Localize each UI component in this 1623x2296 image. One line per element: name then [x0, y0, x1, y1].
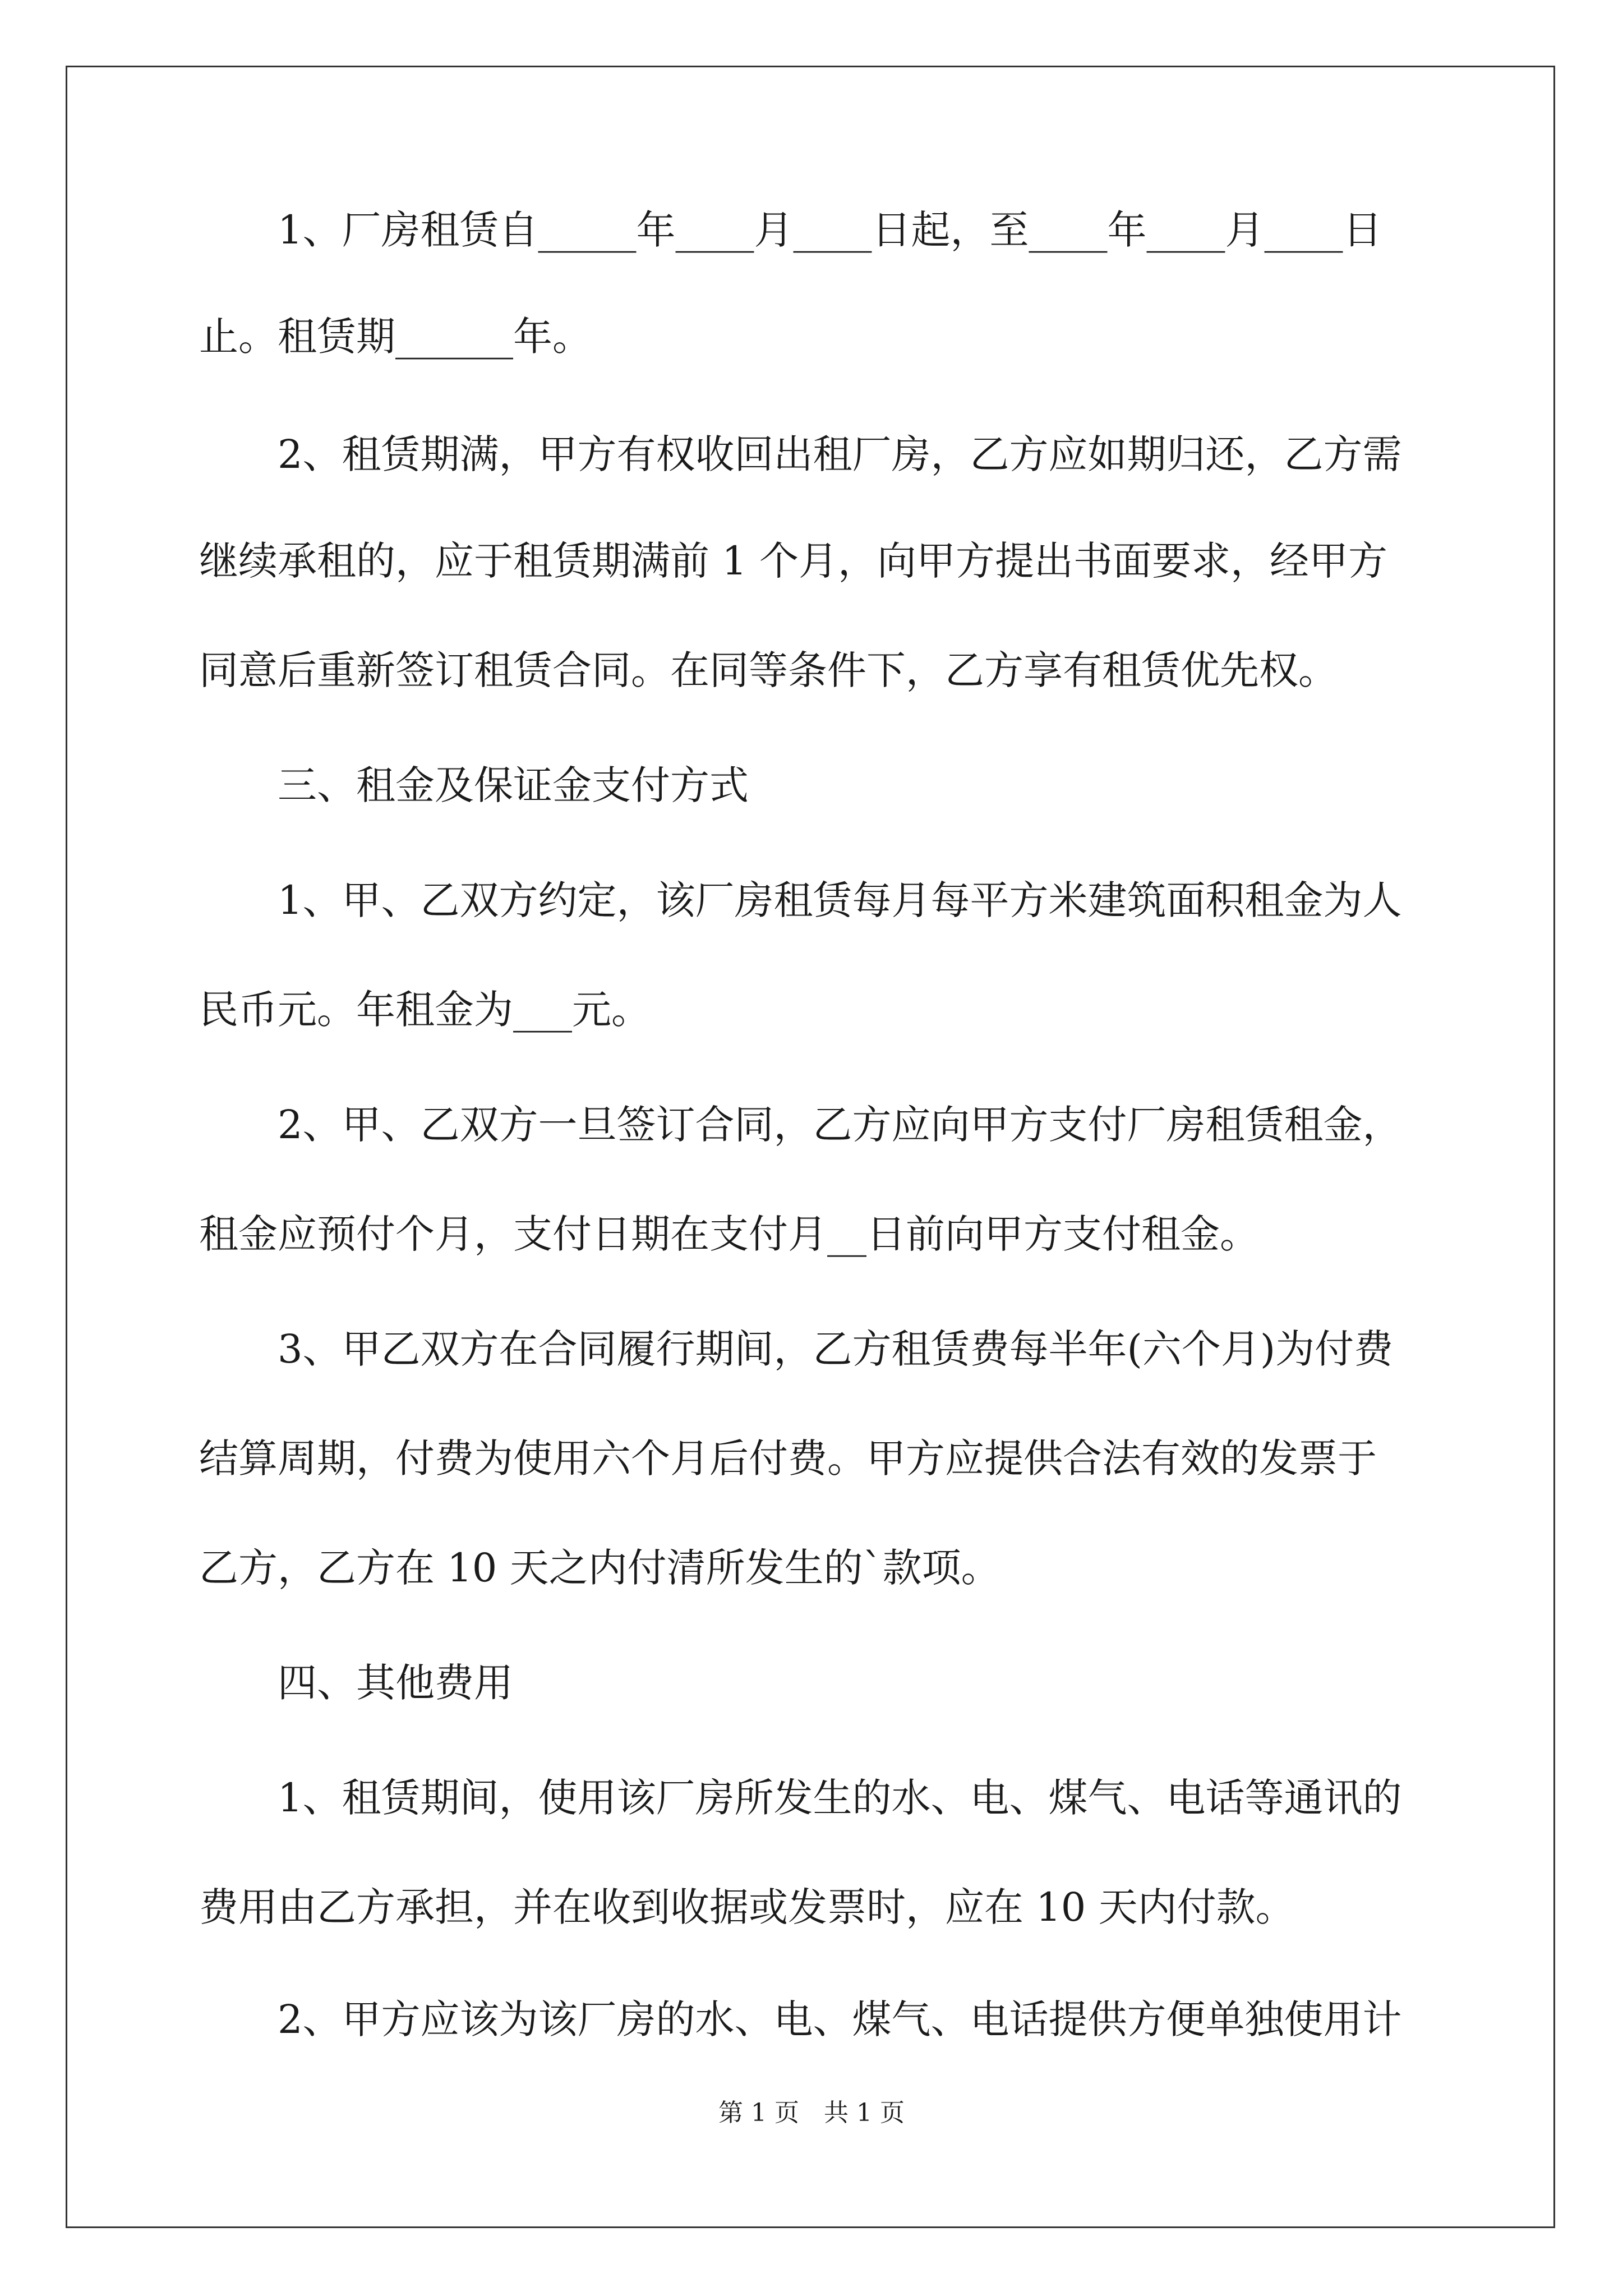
page-number-footer: 第 1 页 共 1 页	[718, 2099, 905, 2127]
paragraph-line: 止。租赁期______年。	[199, 314, 592, 360]
paragraph-line: 继续承租的，应于租赁期满前 1 个月，向甲方提出书面要求，经甲方	[199, 538, 1388, 584]
paragraph-line: 结算周期，付费为使用六个月后付费。甲方应提供合法有效的发票于	[199, 1435, 1377, 1481]
paragraph-line: 1、厂房租赁自_____年____月____日起，至____年____月____日	[278, 207, 1382, 253]
section-heading: 三、租金及保证金支付方式	[278, 762, 749, 808]
paragraph-line: 费用由乙方承担，并在收到收据或发票时，应在 10 天内付款。	[199, 1884, 1295, 1930]
paragraph-line: 2、甲、乙双方一旦签订合同，乙方应向甲方支付厂房租赁租金，	[278, 1102, 1402, 1148]
paragraph-line: 租金应预付个月，支付日期在支付月__日前向甲方支付租金。	[199, 1211, 1259, 1257]
paragraph-line: 1、甲、乙双方约定，该厂房租赁每月每平方米建筑面积租金为人	[278, 877, 1402, 923]
paragraph-line: 2、租赁期满，甲方有权收回出租厂房，乙方应如期归还，乙方需	[278, 431, 1402, 477]
paragraph-line: 1、租赁期间，使用该厂房所发生的水、电、煤气、电话等通讯的	[278, 1775, 1402, 1821]
section-heading: 四、其他费用	[278, 1660, 513, 1706]
paragraph-line: 乙方，乙方在 10 天之内付清所发生的`款项。	[199, 1545, 1000, 1591]
paragraph-line: 同意后重新签订租赁合同。在同等条件下，乙方享有租赁优先权。	[199, 647, 1338, 693]
paragraph-line: 民币元。年租金为___元。	[199, 987, 651, 1033]
paragraph-line: 3、甲乙双方在合同履行期间，乙方租赁费每半年(六个月)为付费	[278, 1326, 1394, 1372]
paragraph-line: 2、甲方应该为该厂房的水、电、煤气、电话提供方便单独使用计	[278, 1996, 1402, 2042]
